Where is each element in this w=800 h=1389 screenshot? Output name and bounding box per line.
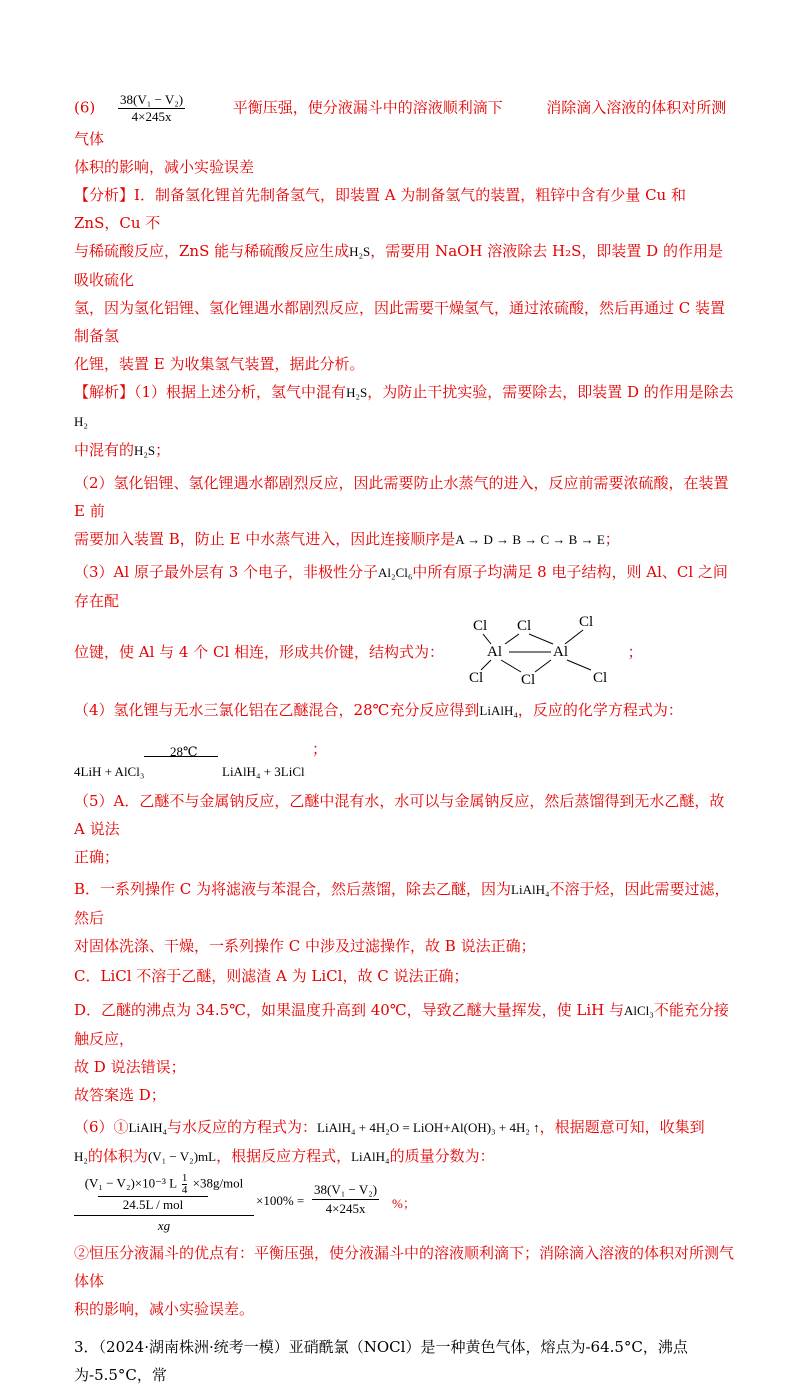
analysis-line-2: 与稀硫酸反应，ZnS 能与稀硫酸反应生成H₂S，需要用 NaOH 溶液除去 H₂S，即装置 D 的作用是吸收硫化	[74, 242, 723, 289]
solution-p5-line-2: 正确；	[74, 848, 120, 866]
struct-al-2: Al	[552, 644, 568, 660]
analysis-tag: 【分析】	[74, 186, 135, 204]
q6-answer-text-1: 平衡压强，使分液漏斗中的溶液顺利滴下	[232, 98, 503, 117]
h2s-formula: H₂S	[349, 244, 371, 259]
solution-p4-line-1: （4）氢化锂与无水三氯化铝在乙醚混合，28℃充分反应得到LiAlH₄，反应的化学方程式为：	[74, 701, 683, 719]
struct-cl-5: Cl	[520, 672, 536, 688]
solution-p5-line-1: （5）A．乙醚不与金属钠反应，乙醚中混有水，水可以与金属钠反应，然后蒸馏得到无水乙醚，故 A 说法	[74, 792, 725, 838]
struct-cl-4: Cl	[468, 670, 484, 686]
solution-p6-line-1: （6）①LiAlH₄与水反应的方程式为：LiAlH₄ + 4H₂O = LiOH+Al(OH)₃ + 4H₂ ↑，根据题意可知，收集到	[74, 1118, 705, 1136]
solution-p7-line-1: ②恒压分液漏斗的优点有：平衡压强，使分液漏斗中的溶液顺利滴下；消除滴入溶液的体积对所测气体体	[74, 1244, 735, 1290]
document-page	[74, 92, 734, 1389]
next-question-line: 3．（2024·湖南株洲·统考一模）亚硝酰氯（NOCl）是一种黄色气体，熔点为-64.5°C，沸点为-5.5°C，常	[74, 1338, 688, 1384]
reaction-equation-4: 4LiH + AlCl₃ 28℃ LiAlH₄ + 3LiCl	[74, 744, 305, 779]
q6-answer-text-2: 消除滴入溶液的体积对所测气体	[74, 98, 727, 148]
connection-sequence: A → D → B → C → B → E	[455, 532, 605, 547]
solution-p1-line-2: 中混有的H₂S；	[74, 441, 171, 459]
solution-p5-line-5: C．LiCl 不溶于乙醚，则滤渣 A 为 LiCl，故 C 说法正确；	[74, 967, 469, 985]
solution-p5-line-4: 对固体洗涤、干燥，一系列操作 C 中涉及过滤操作，故 B 说法正确；	[74, 937, 536, 955]
solution-p5-line-6: D．乙醚的沸点为 34.5℃，如果温度升高到 40℃，导致乙醚大量挥发，使 LiH 与AlCl₃不能充分接触反应，	[74, 1001, 729, 1048]
analysis-line-3: 氢，因为氢化铝锂、氢化锂遇水都剧烈反应，因此需要干燥氢气，通过浓硫酸，然后再通过 C 装置制备氢	[74, 299, 726, 345]
reaction-equation-6: LiAlH₄ + 4H₂O = LiOH+Al(OH)₃ + 4H₂ ↑	[317, 1120, 540, 1135]
solution-p7-line-2: 积的影响，减小实验误差。	[74, 1300, 255, 1318]
analysis-line-4: 化锂，装置 E 为收集氢气装置，据此分析。	[74, 355, 365, 373]
struct-cl-6: Cl	[592, 670, 608, 686]
solution-p6-line-2: H₂的体积为(V₁ − V₂)mL，根据反应方程式，LiAlH₄的质量分数为：	[74, 1147, 495, 1165]
al2cl6-structure-diagram	[451, 616, 621, 690]
solution-p4-equation: 4LiH + AlCl₃ 28℃ LiAlH₄ + 3LiCl ；	[74, 725, 734, 773]
solution-p2-line-2: 需要加入装置 B，防止 E 中水蒸气进入，因此连接顺序是A → D → B → C → B → E；	[74, 530, 620, 548]
q6-number: (6)	[74, 98, 96, 117]
struct-al-1: Al	[486, 644, 502, 660]
q6-formula: $\frac{\text{38(V₁ − V₂)}}{4\times 245x}$	[120, 92, 184, 124]
solution-p3-line-2: 位键，使 Al 与 4 个 Cl 相连，形成共价键，结构式为： Cl Cl Cl Al Al Cl Cl Cl ；	[74, 616, 643, 688]
struct-cl-3: Cl	[578, 616, 594, 630]
solution-p2-line-1: （2）氢化铝锂、氢化锂遇水都剧烈反应，因此需要防止水蒸气的进入，反应前需要浓硫酸，在装置 E 前	[74, 474, 729, 520]
solution-p3-line-1: （3）Al 原子最外层有 3 个电子，非极性分子Al₂Cl₆中所有原子均满足 8 电子结构，则 Al、Cl 之间存在配	[74, 563, 728, 610]
solution-tag: 【解析】	[74, 383, 135, 401]
solution-p5-line-7: 故 D 说法错误；	[74, 1058, 186, 1076]
mass-fraction-calculation: (V₁ − V₂)×10⁻³ L $\frac{1}{4}$ ×38g/mol 24.5L / mol xg ×100% = 38(V₁ − V₂) 4×245x %；	[74, 1173, 734, 1233]
solution-p5-line-3: B．一系列操作 C 为将滤液与苯混合，然后蒸馏，除去乙醚，因为LiAlH₄不溶于烃，因此需要过滤，然后	[74, 880, 730, 927]
solution-p5-line-8: 故答案选 D；	[74, 1086, 166, 1104]
struct-cl-1: Cl	[472, 618, 488, 634]
q6-answer-line-2: 体积的影响，减小实验误差	[74, 158, 255, 176]
struct-cl-2: Cl	[516, 618, 532, 634]
analysis-line-1: 【分析】Ⅰ．制备氢化锂首先制备氢气，即装置 A 为制备氢气的装置，粗锌中含有少量 Cu 和 ZnS，Cu 不	[74, 186, 686, 232]
solution-p1-line-1: 【解析】（1）根据上述分析，氢气中混有H₂S，为防止干扰实验，需要除去，即装置 D 的作用是除去H₂	[74, 383, 734, 429]
q6-answer-line	[74, 92, 734, 153]
